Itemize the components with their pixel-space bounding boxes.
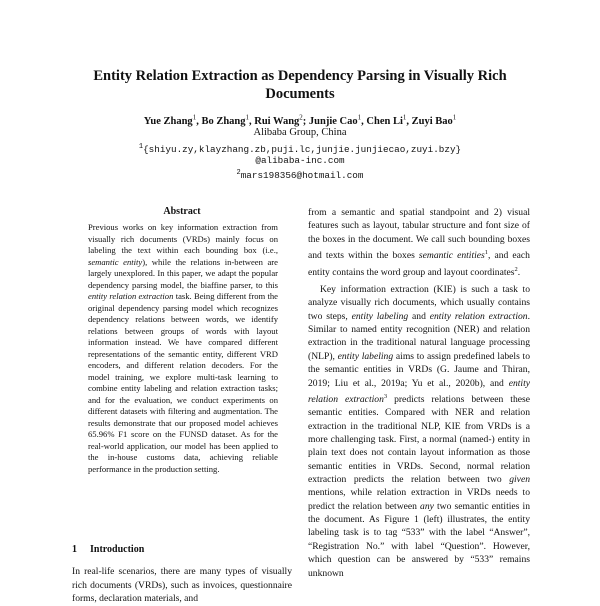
author: Zuyi Bao$^1$ xyxy=(411,113,457,127)
author: Bo Zhang$^1$, xyxy=(201,113,252,127)
abstract-heading: Abstract xyxy=(163,206,201,217)
author: Rui Wang$^2$; xyxy=(254,113,307,127)
email-line-3: $^2$mars198356@hotmail.com xyxy=(236,169,364,182)
paragraph: from a semantic and spatial standpoint and 2) visual features such as layout, tabular structure and font size of the boxes in the document. We call such bounding boxes and texts within the boxes semantic entities$^1$, and each entity contains the word group and layout coordinates$^2$. xyxy=(308,207,530,278)
author: Yue Zhang$^1$, xyxy=(143,113,199,127)
paragraph: Key information extraction (KIE) is such a task to analyze visually rich documents, which usually contains two steps, entity labeling and entity relation extraction. Similar to named entity recognition (NER) and relation extraction in the traditional natural language processing (NLP), entity labeling aims to assign predefined labels to the semantic entities in VRDs (G. Jaume and Thiran, 2019; Liu et al., 2019a; Yu et al., 2020b), and entity relation extraction$^3$ predicts relations between these semantic entities. Compared with NER and relation extraction in the traditional NLP, KIE from VRDs is a more challenging task. First, a normal (named-) entity in plain text does not contain layout information as those semantic entities in VRDs. Second, normal relation extraction predicts the relation between two given mentions, while relation extraction in VRDs needs to predict the relation between any two semantic entities in the document. As Figure 1 (left) illustrates, the entity labeling task is to tag “533” with the label “Answer”, “Registration No.” with label “Question”. However, which question can be answered by “533” remains unknown xyxy=(308,284,530,579)
author: Chen Li$^1$, xyxy=(366,113,409,127)
email-line-2: @alibaba-inc.com xyxy=(255,155,345,166)
title-line-2: Documents xyxy=(265,86,335,102)
section-heading-introduction: 1 Introduction xyxy=(72,544,145,555)
abstract-body: Previous works on key information extraction from visually rich documents (VRDs) mainly focus on labeling the text within each bounding box (i.e., semantic entity), while the relations in-between are largely unexplored. In this paper, we adapt the popular dependency parsing model, the biaffine parser, to this entity relation extraction task. Being different from the original dependency parsing model which recognizes dependency relations between words, we identify relations between groups of words with layout information instead. We have compared different representations of the semantic entity, different VRD encoders, and different relation decoders. For the model training, we explore multi-task learning to combine entity labeling and relation extraction tasks; and for the evaluation, we conduct experiments on different datasets with filtering and augmentation. The results demonstrate that our proposed model achieves 65.96% F1 score on the FUNSD dataset. As for the real-world application, our model has been applied to the in-house customs data, achieving reliable performance in the production setting. xyxy=(88,222,278,474)
affiliation: Alibaba Group, China xyxy=(253,127,347,138)
introduction-text: In real-life scenarios, there are many types of visually rich documents (VRDs), such as invoices, questionnaire forms, declaration materials, and xyxy=(72,566,292,604)
email-line-1: $^1${shiyu.zy,klayzhang.zb,puji.lc,junjie.junjiecao,zuyi.bzy} xyxy=(138,143,462,156)
right-column xyxy=(308,206,530,580)
paper-title xyxy=(40,67,560,103)
author: Junjie Cao$^1$, xyxy=(308,113,364,127)
title-line-1: Entity Relation Extraction as Dependency Parsing in Visually Rich xyxy=(93,68,507,84)
